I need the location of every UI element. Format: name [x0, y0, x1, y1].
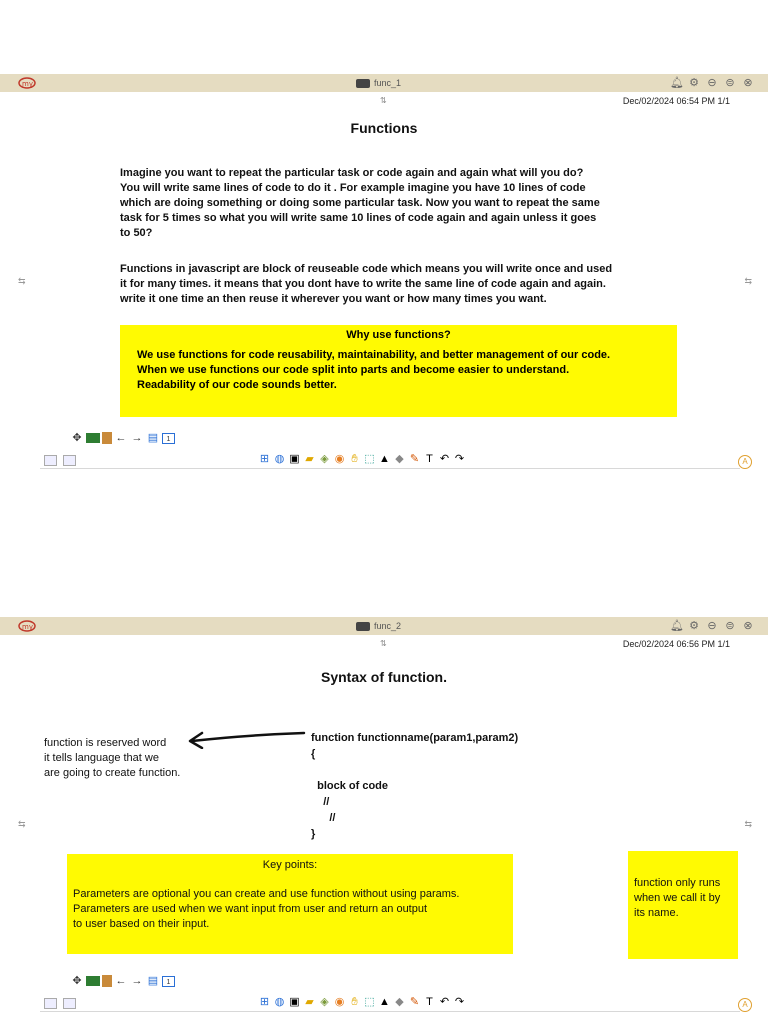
hand-icon[interactable]: ✋︎	[351, 996, 358, 1008]
image-icon[interactable]	[63, 998, 76, 1009]
arrow-right-icon[interactable]: →	[131, 432, 143, 444]
bell-icon[interactable]: 🔔︎	[670, 77, 684, 89]
taskbar	[258, 453, 466, 466]
move-icon[interactable]: ✥	[72, 975, 82, 987]
page-toolbar	[70, 975, 175, 987]
restore-icon[interactable]: ⊜	[725, 77, 735, 89]
eraser-icon[interactable]: ◆	[395, 996, 404, 1008]
key-points-note	[67, 854, 513, 954]
select-icon[interactable]: ⬚	[364, 453, 375, 465]
pen-icon[interactable]: ▲	[379, 996, 390, 1008]
close-icon[interactable]: ⊗	[743, 77, 753, 89]
bag-icon[interactable]	[102, 432, 112, 444]
board-icon[interactable]	[86, 433, 100, 443]
gear-icon[interactable]: ⚙	[689, 77, 699, 89]
select-icon[interactable]: ⬚	[364, 996, 375, 1008]
definition-paragraph: Functions in javascript are block of reuseable code which means you will write once and used it for many times. it means that you dont have to write the same line of code again and again. write it one time an then reuse it wherever you want or how many times you want.	[120, 263, 613, 305]
board-icon[interactable]	[86, 976, 100, 986]
undo-icon[interactable]: ↶	[439, 453, 450, 465]
minimize-icon[interactable]: ⊖	[707, 620, 717, 632]
minimize-icon[interactable]: ⊖	[707, 77, 717, 89]
close-icon[interactable]: ⊗	[743, 620, 753, 632]
divider	[40, 1011, 740, 1012]
note-body: We use functions for code reusability, maintainability, and better management of our code. When we use functions our code split into parts and become easier to understand. Readability of our code sounds better.	[137, 349, 611, 391]
document-icon	[356, 79, 370, 88]
windows-icon[interactable]: ⊞	[259, 996, 270, 1008]
side-note-text: function only runs when we call it by its name.	[634, 877, 721, 919]
windows-icon[interactable]: ⊞	[259, 453, 270, 465]
pen-icon[interactable]: ▲	[379, 453, 390, 465]
svg-text:my: my	[22, 623, 33, 631]
title-bar	[0, 74, 768, 92]
screen-icon[interactable]: ▣	[289, 996, 300, 1008]
export-icon[interactable]: ▤	[147, 975, 159, 987]
bag-icon[interactable]	[102, 975, 112, 987]
image-icon[interactable]	[63, 455, 76, 466]
redo-icon[interactable]: ↷	[454, 453, 465, 465]
arrow-left-icon[interactable]: ←	[115, 975, 127, 987]
note-title: Why use functions?	[346, 329, 451, 341]
globe-icon[interactable]: ◍	[274, 996, 285, 1008]
app-logo-icon	[18, 77, 36, 89]
account-icon[interactable]: A	[738, 455, 752, 469]
account-icon[interactable]: A	[738, 998, 752, 1012]
document-title-label: func_2	[374, 621, 402, 631]
globe-icon[interactable]: ◍	[274, 453, 285, 465]
page-icon[interactable]: 1	[162, 976, 175, 987]
file-icon[interactable]	[44, 455, 57, 466]
restore-icon[interactable]: ⊜	[725, 620, 735, 632]
text-icon[interactable]: T	[426, 996, 433, 1008]
whiteboard-screen-1	[0, 74, 768, 474]
left-panel-toggle-icon[interactable]: ⇆	[18, 819, 26, 829]
brush-icon[interactable]: ✎	[409, 453, 420, 465]
intro-paragraph: Imagine you want to repeat the particular task or code again and again what will you do? You will write same lines of code to do it . For example imagine you have 10 lines of code which are doing something or doing some particular task. Now you want to repeat the same task for 5 times so what you will write same 10 lines of code again and again unless it goes to 50?	[120, 167, 600, 239]
reserved-word-note: function is reserved word it tells language that we are going to create function.	[44, 737, 181, 779]
export-icon[interactable]: ▤	[147, 432, 159, 444]
sort-icon[interactable]: ⇅	[380, 96, 387, 105]
bell-icon[interactable]: 🔔︎	[670, 620, 684, 632]
file-icon[interactable]	[44, 998, 57, 1009]
layers-icon[interactable]: ◈	[320, 996, 329, 1008]
key-points-body: Parameters are optional you can create and use function without using params. Parameters are used when we want input from user and return an output to user based on their input.	[73, 888, 460, 930]
whiteboard-screen-2	[0, 617, 768, 1017]
brush-icon[interactable]: ✎	[409, 996, 420, 1008]
function-syntax-code: function functionname(param1,param2) { block of code // // }	[311, 732, 519, 840]
browser-icon[interactable]: ◉	[334, 453, 345, 465]
sort-icon[interactable]: ⇅	[380, 639, 387, 648]
screen-icon[interactable]: ▣	[289, 453, 300, 465]
title-bar	[0, 617, 768, 635]
undo-icon[interactable]: ↶	[439, 996, 450, 1008]
text-icon[interactable]: T	[426, 453, 433, 465]
left-panel-toggle-icon[interactable]: ⇆	[18, 276, 26, 286]
right-panel-toggle-icon[interactable]: ⇆	[744, 276, 752, 286]
svg-text:my: my	[22, 80, 33, 88]
move-icon[interactable]: ✥	[72, 432, 82, 444]
key-points-title: Key points:	[262, 859, 318, 871]
datetime-page: Dec/02/2024 06:56 PM 1/1	[622, 639, 730, 649]
document-icon	[356, 622, 370, 631]
folder-icon[interactable]: ▰	[305, 996, 314, 1008]
document-title[interactable]	[356, 619, 401, 633]
app-logo-icon	[18, 620, 36, 632]
arrow-left-icon[interactable]: ←	[115, 432, 127, 444]
divider	[40, 468, 740, 469]
folder-icon[interactable]: ▰	[305, 453, 314, 465]
page-title: Functions	[350, 120, 418, 136]
browser-icon[interactable]: ◉	[334, 996, 345, 1008]
document-title[interactable]	[356, 76, 401, 90]
datetime-page: Dec/02/2024 06:54 PM 1/1	[622, 96, 730, 106]
layers-icon[interactable]: ◈	[320, 453, 329, 465]
page-title: Syntax of function.	[321, 669, 447, 685]
redo-icon[interactable]: ↷	[454, 996, 465, 1008]
document-title-label: func_1	[374, 78, 402, 88]
right-panel-toggle-icon[interactable]: ⇆	[744, 819, 752, 829]
arrow-annotation	[186, 729, 306, 749]
arrow-right-icon[interactable]: →	[131, 975, 143, 987]
page-toolbar	[70, 432, 175, 444]
why-use-functions-note	[120, 325, 677, 417]
gear-icon[interactable]: ⚙	[689, 620, 699, 632]
eraser-icon[interactable]: ◆	[395, 453, 404, 465]
taskbar	[258, 996, 466, 1009]
page-icon[interactable]: 1	[162, 433, 175, 444]
side-sticky-note	[628, 851, 738, 959]
hand-icon[interactable]: ✋︎	[351, 453, 358, 465]
